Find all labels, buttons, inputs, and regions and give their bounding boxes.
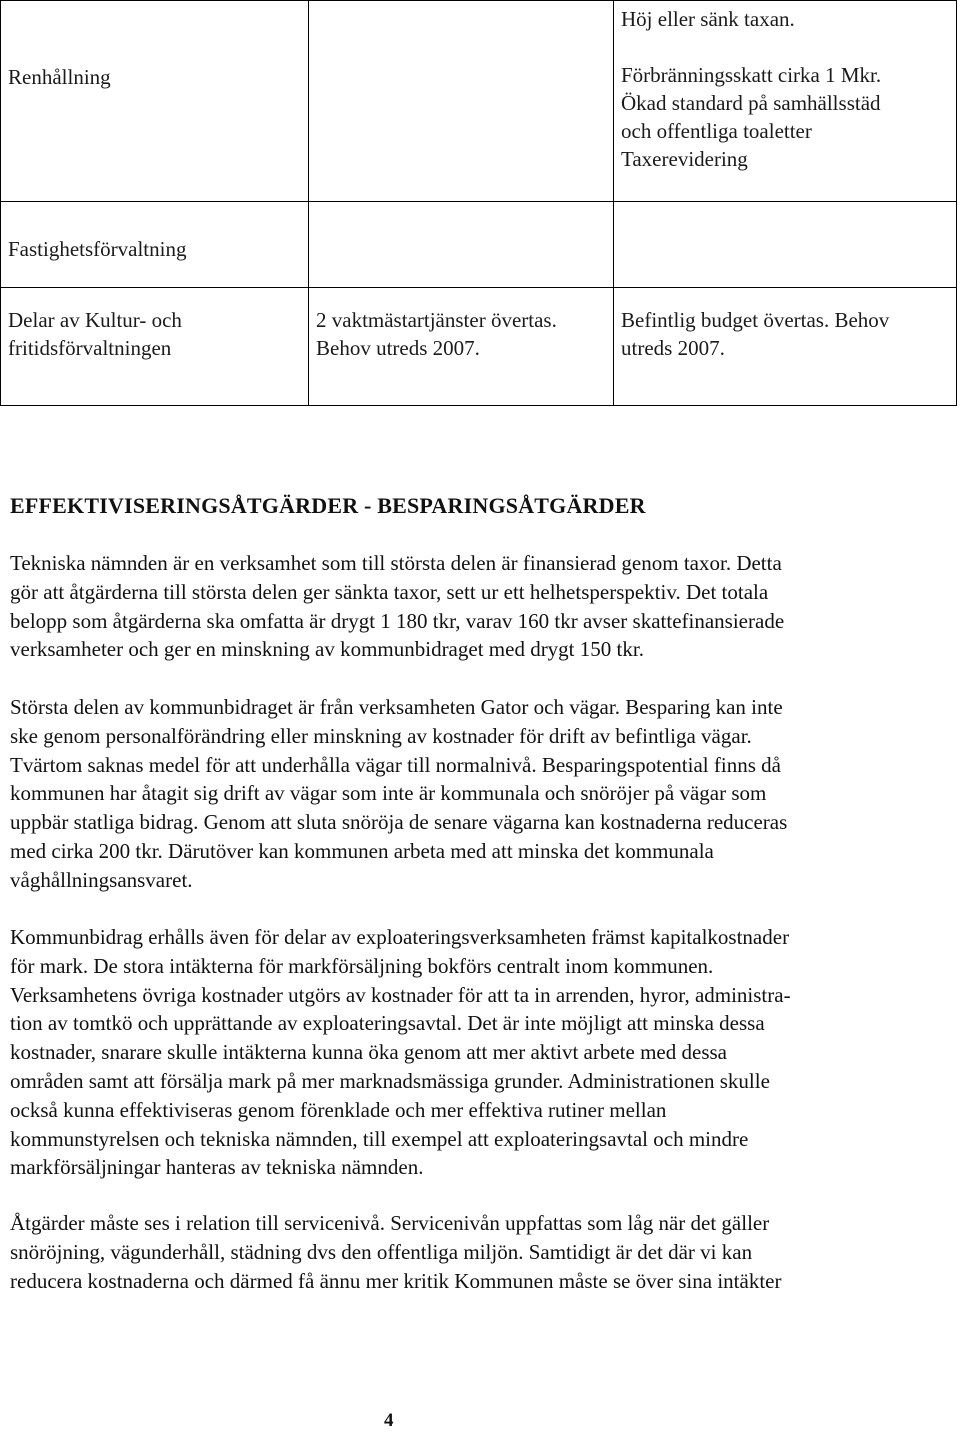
table-cell-staff bbox=[309, 288, 614, 406]
cell-line: Höj eller sänk taxan. bbox=[621, 7, 795, 31]
cell-line: Ökad standard på samhällsstäd bbox=[621, 91, 881, 115]
text-line: verksamheter och ger en minskning av kommunbidraget med drygt 150 tkr. bbox=[10, 637, 644, 662]
text-line: områden samt att försälja mark på mer marknadsmässiga grunder. Administrationen skulle bbox=[10, 1068, 770, 1093]
text-line: uppbär statliga bidrag. Genom att sluta snöröja de senare vägarna kan kostnaderna reduceras bbox=[10, 810, 788, 835]
text-line: Åtgärder måste ses i relation till servicenivå. Servicenivån uppfattas som låg när det gäller bbox=[10, 1211, 770, 1235]
table-cell-measures bbox=[614, 288, 957, 406]
paragraph-exploitation bbox=[10, 923, 791, 1182]
cell-line: Renhållning bbox=[8, 65, 111, 89]
table-cell-measures bbox=[614, 202, 957, 288]
table-cell-staff bbox=[309, 202, 614, 288]
table-row bbox=[1, 288, 957, 406]
cell-line: Taxerevidering bbox=[621, 147, 748, 171]
text-line: för mark. De stora intäkterna för markförsäljning bokförs centralt inom kommunen. bbox=[10, 953, 714, 978]
paragraph-service-level bbox=[10, 1209, 781, 1295]
text-line: kommunstyrelsen och tekniska nämnden, till exempel att exploateringsavtal och mindre bbox=[10, 1126, 749, 1151]
paragraph-taxes bbox=[10, 549, 784, 664]
text-line: också kunna effektiviseras genom förenklade och mer effektiva rutiner mellan bbox=[10, 1097, 667, 1122]
paragraph-roads bbox=[10, 693, 787, 895]
cell-line: Befintlig budget övertas. Behov bbox=[621, 308, 890, 332]
text-line: Verksamhetens övriga kostnader utgörs av kostnader för att ta in arrenden, hyror, administra- bbox=[10, 982, 791, 1007]
section-heading: EFFEKTIVISERINGSÅTGÄRDER - BESPARINGSÅTGÄRDER bbox=[10, 493, 646, 518]
cell-line: och offentliga toaletter bbox=[621, 119, 812, 143]
table-row bbox=[1, 202, 957, 288]
table-row bbox=[1, 1, 957, 202]
table-cell-measures bbox=[614, 1, 957, 202]
text-line: snöröjning, vägunderhåll, städning dvs den offentliga miljön. Samtidigt är det där vi kan bbox=[10, 1239, 753, 1264]
cell-text bbox=[316, 288, 606, 362]
cell-text bbox=[621, 1, 949, 173]
text-line: tion av tomtkö och upprättande av exploateringsavtal. Det är inte möjligt att minska dessa bbox=[10, 1011, 765, 1036]
cell-line: utreds 2007. bbox=[621, 336, 725, 360]
text-line: kostnader, snarare skulle intäkterna kunna öka genom att mer aktivt arbete med dessa bbox=[10, 1040, 727, 1065]
text-line: Tvärtom saknas medel för att underhålla vägar till normalnivå. Besparingspotential finns då bbox=[10, 752, 781, 777]
cell-text bbox=[8, 1, 301, 91]
text-line: markförsäljningar hanteras av tekniska nämnden. bbox=[10, 1155, 424, 1180]
cell-line: Behov utreds 2007. bbox=[316, 336, 480, 360]
text-line: belopp som åtgärderna ska omfatta är drygt 1 180 tkr, varav 160 tkr avser skattefinansierade bbox=[10, 608, 785, 633]
table-cell-area bbox=[1, 202, 309, 288]
text-line: reducera kostnaderna och därmed få ännu mer kritik Kommunen måste se över sina intäkter bbox=[10, 1268, 782, 1293]
cell-line: Förbränningsskatt cirka 1 Mkr. bbox=[621, 63, 882, 87]
measures-table bbox=[0, 0, 957, 406]
text-line: Kommunbidrag erhålls även för delar av exploateringsverksamheten främst kapitalkostnader bbox=[10, 925, 790, 949]
cell-text bbox=[8, 202, 301, 263]
cell-line: Fastighetsförvaltning bbox=[8, 237, 187, 261]
cell-line: 2 vaktmästartjänster övertas. bbox=[316, 308, 557, 332]
page-number: 4 bbox=[384, 1410, 394, 1431]
text-line: med cirka 200 tkr. Därutöver kan kommunen arbeta med att minska det kommunala bbox=[10, 838, 714, 863]
text-line: gör att åtgärderna till största delen ger sänkta taxor, sett ur ett helhetsperspektiv. Det totala bbox=[10, 579, 769, 604]
cell-line: fritidsförvaltningen bbox=[8, 336, 172, 360]
text-line: Största delen av kommunbidraget är från verksamheten Gator och vägar. Besparing kan inte bbox=[10, 695, 783, 719]
text-line: våghållningsansvaret. bbox=[10, 867, 193, 892]
cell-line bbox=[621, 33, 949, 61]
cell-text bbox=[621, 288, 949, 362]
cell-line: Delar av Kultur- och bbox=[8, 308, 182, 332]
text-line: Tekniska nämnden är en verksamhet som till största delen är finansierad genom taxor. Detta bbox=[10, 551, 782, 575]
table-cell-area bbox=[1, 1, 309, 202]
cell-text bbox=[8, 288, 301, 362]
table-cell-area bbox=[1, 288, 309, 406]
text-line: kommunen har åtagit sig drift av vägar som inte är kommunala och snöröjer på vägar som bbox=[10, 781, 767, 806]
text-line: ske genom personalförändring eller minskning av kostnader för drift av befintliga vägar. bbox=[10, 723, 752, 748]
table-cell-staff bbox=[309, 1, 614, 202]
